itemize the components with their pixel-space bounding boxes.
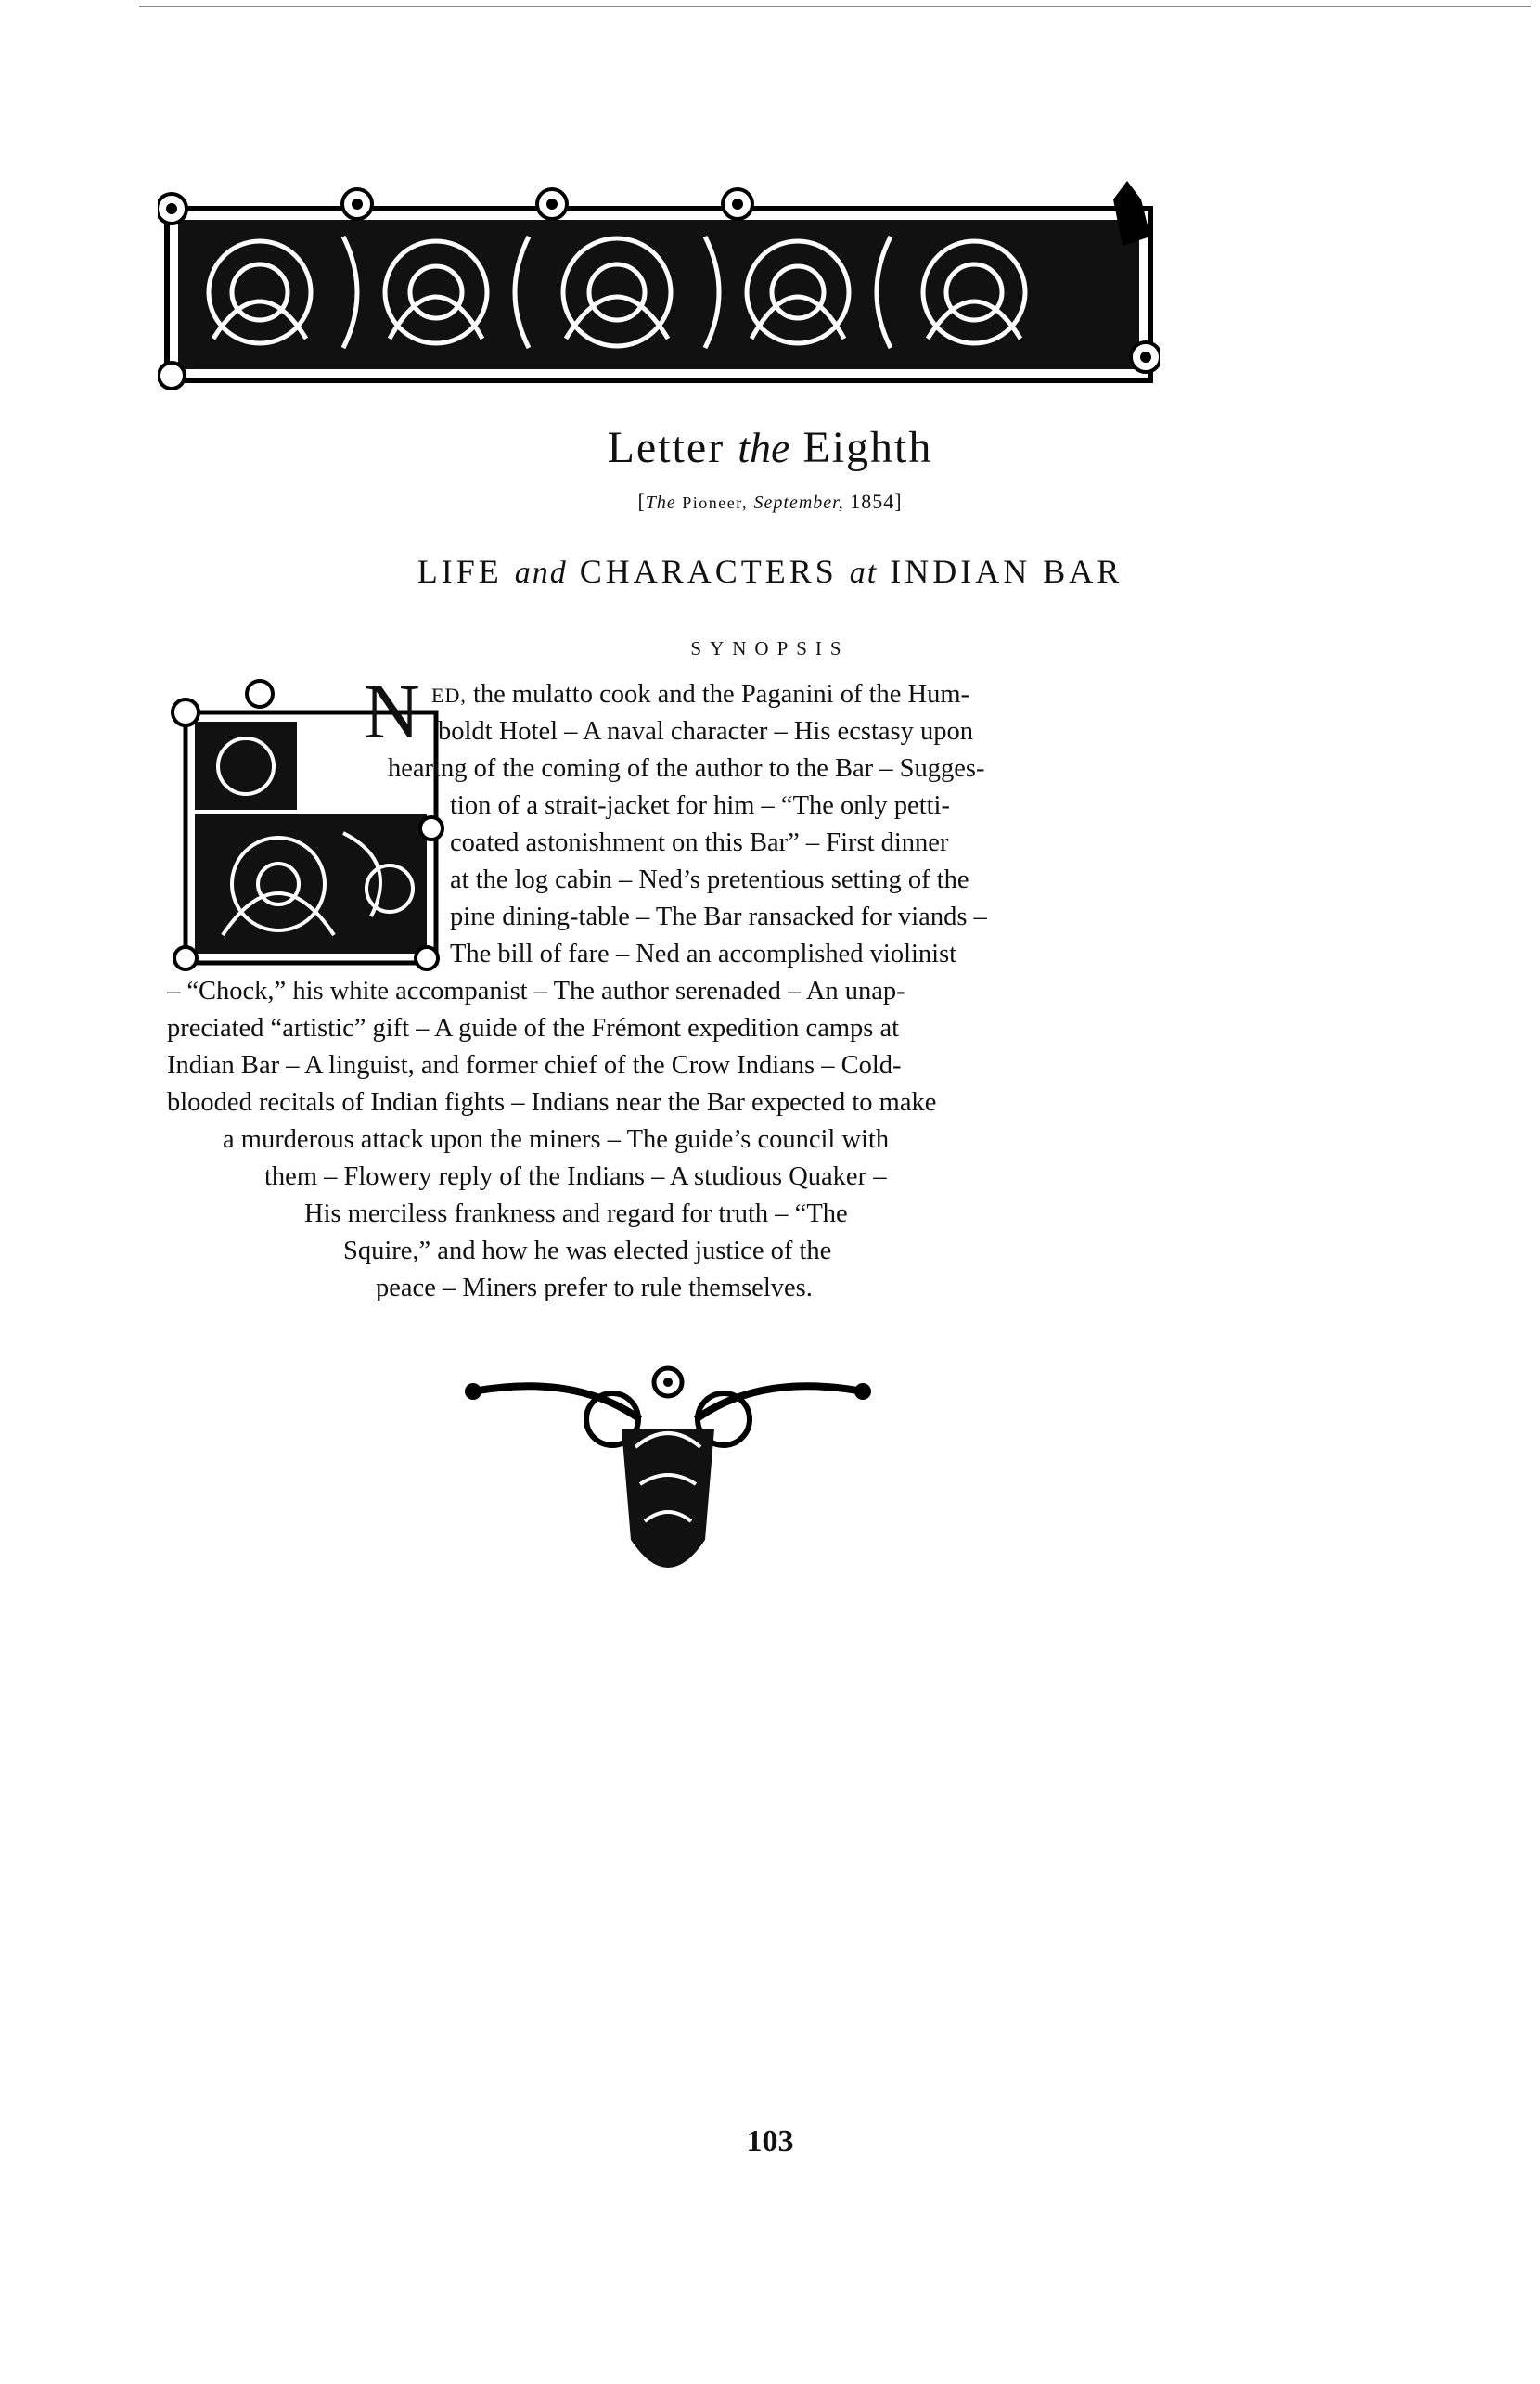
synopsis-line: Indian Bar – A linguist, and former chief of the Crow Indians – Cold- — [167, 1051, 902, 1080]
synopsis-line: at the log cabin – Ned’s pretentious setting of the — [450, 865, 969, 894]
synopsis-line: hearing of the coming of the author to the Bar – Sugges- — [388, 754, 985, 783]
ornamental-tailpiece — [464, 1364, 872, 1605]
source-periodical: Pioneer, — [682, 493, 749, 512]
letter-subtitle — [0, 552, 1540, 591]
synopsis-line: His merciless frankness and regard for truth – “The — [304, 1199, 848, 1228]
synopsis-line: The bill of fare – Ned an accomplished violinist — [450, 940, 957, 968]
synopsis-line: them – Flowery reply of the Indians – A studious Quaker – — [264, 1162, 887, 1191]
synopsis-line: Squire,” and how he was elected justice of the — [343, 1237, 832, 1265]
letter-title — [0, 422, 1540, 473]
top-rule — [139, 6, 1531, 7]
synopsis-line: pine dining-table – The Bar ransacked for viands – — [450, 903, 987, 931]
synopsis-line: – “Chock,” his white accompanist – The author serenaded – An unap- — [167, 977, 905, 1006]
synopsis-line: preciated “artistic” gift – A guide of the Frémont expedition camps at — [167, 1014, 900, 1043]
source-citation — [0, 490, 1540, 514]
synopsis-line: coated astonishment on this Bar” – First dinner — [450, 828, 949, 857]
synopsis-line: blooded recitals of Indian fights – Indians near the Bar expected to make — [167, 1088, 937, 1117]
subtitle-characters: CHARACTERS — [579, 553, 838, 590]
source-year: 1854] — [850, 490, 903, 513]
synopsis-first-word: ED, — [431, 684, 467, 707]
synopsis-line: a murderous attack upon the miners – The guide’s council with — [223, 1125, 890, 1154]
subtitle-indian-bar: INDIAN BAR — [890, 553, 1123, 590]
subtitle-and: and — [514, 556, 568, 590]
title-ordinal: Eighth — [802, 423, 933, 472]
drop-cap-initial: N — [364, 669, 420, 755]
synopsis-line — [431, 682, 969, 709]
source-month: September, — [753, 493, 844, 513]
ornamental-header-band — [158, 181, 1160, 390]
source-bracket: [ — [637, 490, 646, 513]
subtitle-life: LIFE — [417, 553, 503, 590]
synopsis-line: boldt Hotel – A naval character – His ecstasy upon — [438, 717, 973, 746]
title-the: the — [738, 424, 790, 471]
title-letter-word: Letter — [607, 423, 725, 472]
page-number: 103 — [746, 2124, 794, 2159]
subtitle-at: at — [849, 556, 879, 590]
synopsis-line: peace – Miners prefer to rule themselves. — [376, 1274, 813, 1302]
synopsis-line: tion of a strait-jacket for him – “The only petti- — [450, 791, 950, 820]
source-the: The — [645, 493, 676, 513]
synopsis-heading: SYNOPSIS — [690, 637, 850, 660]
synopsis-line-text: the mulatto cook and the Paganini of the Hum- — [472, 680, 969, 709]
